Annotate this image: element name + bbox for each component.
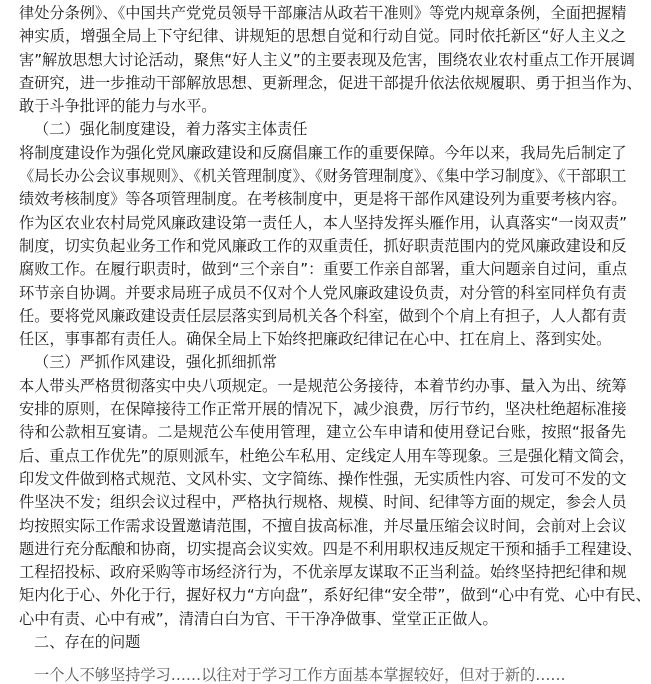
paragraph-line: 印发文件做到格式规范、文风朴实、文字简练、操作性强，无实质性内容、可发可不发的文 xyxy=(19,469,627,488)
paragraph-line: 作为区农业农村局党风廉政建设第一责任人，本人坚持发挥头雁作用，认真落实“一岗双责” xyxy=(19,213,628,232)
paragraph-line: 腐败工作。在履行职责时，做到“三个亲自”：重要工作亲自部署，重大问题亲自过问，重点 xyxy=(19,260,628,279)
section-heading-2: （二）强化制度建设，着力落实主体责任 xyxy=(34,120,308,139)
paragraph-line-cut-off xyxy=(19,654,626,684)
paragraph-line: 敢于斗争批评的能力与水平。 xyxy=(19,97,217,116)
paragraph-line: 心中有责、心中有戒”，清清白白为官、干干净净做事、堂堂正正做人。 xyxy=(19,609,498,628)
paragraph-line: 均按照实际工作需求设置邀请范围，不擅自拔高标准，并尽量压缩会议时间，会前对上会议 xyxy=(19,516,627,535)
paragraph-line: 工程招投标、政府采购等市场经济行为，不优亲厚友谋取不正当利益。始终坚持把纪律和规 xyxy=(19,563,627,582)
paragraph-line: 《局长办公会议事规则》、《机关管理制度》、《财务管理制度》、《集中学习制度》、《干部职工 xyxy=(19,167,627,186)
paragraph-line: 后、重点工作优先”的原则派车，杜绝公车私用、定线定人用车等现象。三是强化精文简会， xyxy=(19,446,635,465)
paragraph-line: 题进行充分酝酿和协商，切实提高会议实效。四是不利用职权违反规定干预和插手工程建设、 xyxy=(19,539,642,558)
paragraph-line: 任区，事事都有责任人。确保全局上下始终把廉政纪律记在心中、扛在肩上、落到实处。 xyxy=(19,330,612,349)
paragraph-line: 将制度建设作为强化党风廉政建设和反腐倡廉工作的重要保障。今年以来，我局先后制定了 xyxy=(19,143,627,162)
paragraph-line: 害”解放思想大讨论活动，聚焦“好人主义”的主要表现及危害，围绕农业农村重点工作开展调 xyxy=(19,50,635,69)
paragraph-line: 任。要将党风廉政建设责任层层落实到局机关各个科室，做到个个肩上有担子，人人都有责 xyxy=(19,306,627,325)
section-heading-3: （三）严抓作风建设，强化抓细抓常 xyxy=(34,353,277,372)
paragraph-line: 本人带头严格贯彻落实中央八项规定。一是规范公务接待，本着节约办事、量入为出、统筹 xyxy=(19,376,627,395)
paragraph-line: 绩效考核制度》等各项管理制度。在考核制度中，更是将干部作风建设列为重要考核内容。 xyxy=(19,190,627,209)
paragraph-line: 安排的原则，在保障接待工作正常开展的情况下，减少浪费，厉行节约，坚决杜绝超标准接 xyxy=(19,400,627,419)
paragraph-line: 环节亲自协调。并要求局班子成员不仅对个人党风廉政建设负责，对分管的科室同样负有责 xyxy=(19,283,627,302)
paragraph-line: 律处分条例》、《中国共产党党员领导干部廉洁从政若干准则》等党内规章条例，全面把握精 xyxy=(19,4,627,22)
section-heading-problems: 二、存在的问题 xyxy=(34,633,141,652)
paragraph-line: 件坚决不发；组织会议过程中，严格执行规格、规模、时间、纪律等方面的规定，参会人员 xyxy=(19,493,627,512)
paragraph-line: 查研究，进一步推动干部解放思想、更新理念，促进干部提升依法依规履职、勇于担当作为、 xyxy=(19,73,642,92)
paragraph-line: 制度，切实负起业务工作和党风廉政工作的双重责任，抓好职责范围内的党风廉政建设和反 xyxy=(19,236,627,255)
paragraph-line: 待和公款相互宴请。二是规范公车使用管理，建立公车申请和使用登记台账，按照“报备先 xyxy=(19,423,626,442)
paragraph-line: 矩内化于心、外化于行，握好权力“方向盘”，系好纪律“安全带”，做到“心中有党、心中有民、 xyxy=(19,586,651,605)
cut-off-text: 一个人不够坚持学习……以往对于学习工作方面基本掌握较好，但对于新的…… xyxy=(34,666,566,684)
paragraph-line: 神实质，增强全局上下守纪律、讲规矩的思想自觉和行动自觉。同时依托新区“好人主义之 xyxy=(19,27,626,46)
